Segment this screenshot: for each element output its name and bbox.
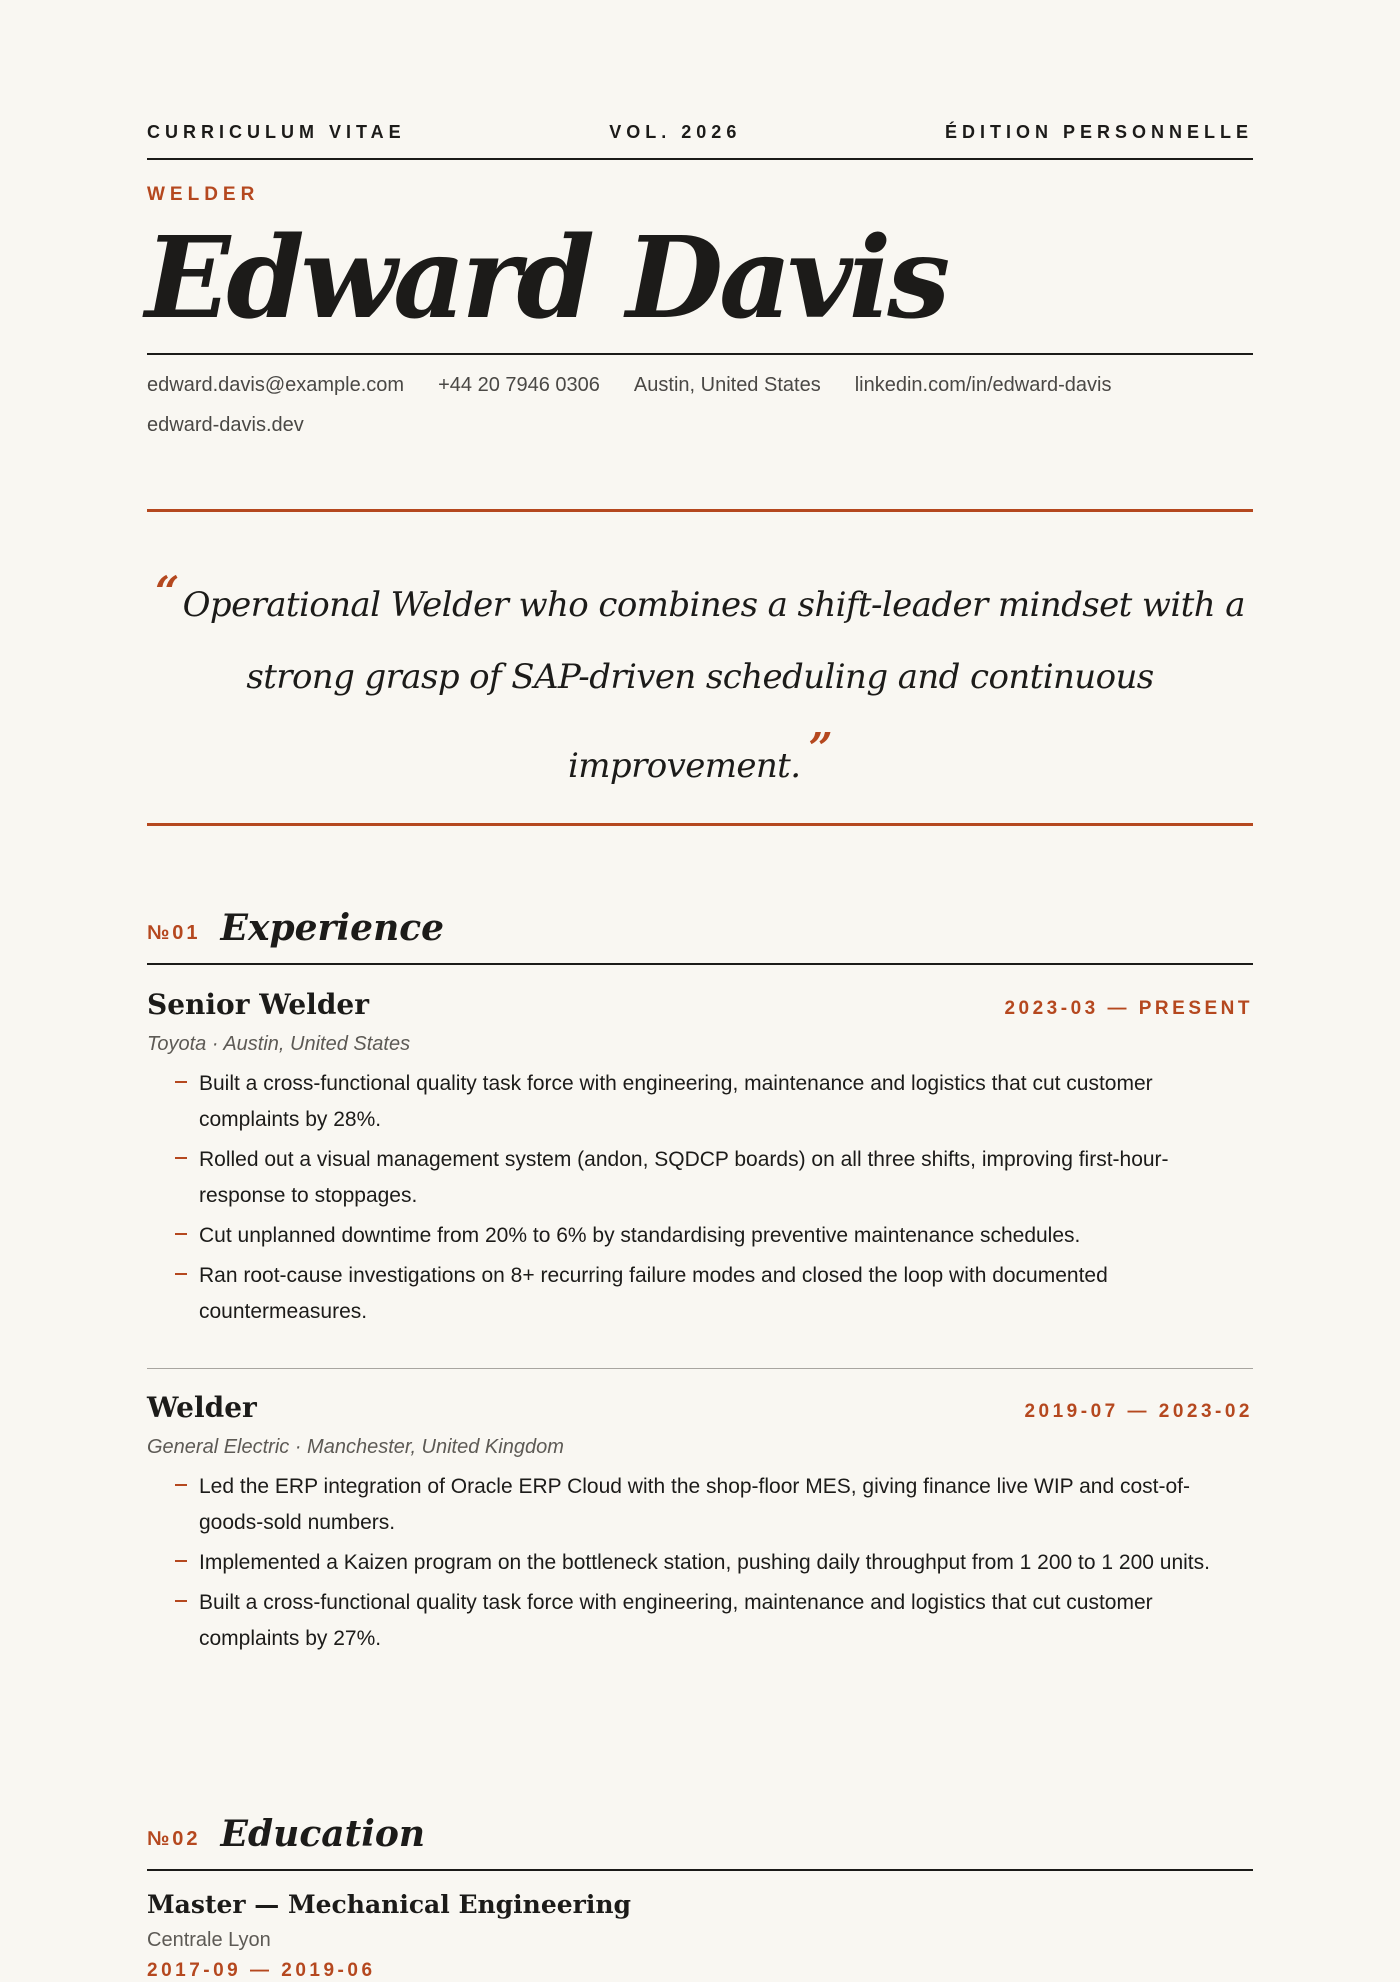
job-title: Welder [147,1391,257,1424]
achievement-item: Built a cross-functional quality task force with engineering, maintenance and logistics that cut customer complaints by 27%. [147,1585,1253,1657]
education-dates: 2017-09 — 2019-06 [147,1960,376,1981]
education-entry [147,1890,1253,1982]
experience-entry [147,988,1253,1334]
contact-list [147,370,1253,440]
candidate-name: Edward Davis [145,213,947,344]
section-number: №02 [147,1828,201,1850]
name-divider [147,353,1253,355]
experience-entry-header [147,1391,1253,1424]
summary-top-rule [147,509,1253,512]
achievement-item: Implemented a Kaizen program on the bottleneck station, pushing daily throughput from 1 200 to 1 200 units. [147,1545,1253,1581]
summary-bottom-rule [147,823,1253,826]
section-number: №01 [147,922,201,944]
school-name: Centrale Lyon [147,1929,271,1951]
job-employer: Toyota · Austin, United States [147,1033,411,1055]
masthead [147,122,1253,160]
masthead-left: CURRICULUM VITAE [147,122,406,142]
achievement-item: Rolled out a visual management system (andon, SQDCP boards) on all three shifts, improving first-hour-response to stoppages. [147,1142,1253,1214]
summary-quote [147,556,1253,802]
education-section-header [147,1811,1253,1871]
achievement-item: Led the ERP integration of Oracle ERP Cloud with the shop-floor MES, giving finance live WIP and cost-of-goods-sold numbers. [147,1469,1253,1541]
job-dates: 2019-07 — 2023-02 [1024,1401,1253,1422]
experience-entry [147,1391,1253,1661]
job-role: WELDER [147,184,260,205]
section-title: Education [220,1813,426,1855]
close-quote-icon: ” [808,724,833,773]
job-employer: General Electric · Manchester, United Kingdom [147,1436,564,1458]
achievement-item: Built a cross-functional quality task force with engineering, maintenance and logistics that cut customer complaints by 28%. [147,1066,1253,1138]
job-title: Senior Welder [147,988,369,1021]
job-achievements [147,1066,1253,1330]
masthead-right: ÉDITION PERSONNELLE [944,122,1253,142]
open-quote-icon: “ [155,567,179,616]
summary-text: Operational Welder who combines a shift-leader mindset with a strong grasp of SAP-driven scheduling and continuous improvement. [182,585,1245,786]
contact-location: Austin, United States [633,374,821,396]
achievement-item: Cut unplanned downtime from 20% to 6% by standardising preventive maintenance schedules. [147,1218,1253,1254]
achievement-item: Ran root-cause investigations on 8+ recurring failure modes and closed the loop with documented countermeasures. [147,1258,1253,1330]
contact-linkedin[interactable]: linkedin.com/in/edward-davis [854,374,1112,396]
section-title: Experience [220,907,445,949]
contact-email[interactable]: edward.davis@example.com [147,374,405,396]
entry-divider [147,1368,1253,1369]
degree-title: Master — Mechanical Engineering [147,1890,631,1919]
contact-website[interactable]: edward-davis.dev [147,414,304,436]
job-dates: 2023-03 — PRESENT [1004,998,1253,1019]
masthead-center: VOL. 2026 [609,122,742,142]
contact-phone[interactable]: +44 20 7946 0306 [438,374,600,396]
experience-entry-header [147,988,1253,1021]
experience-section-header [147,905,1253,965]
job-achievements [147,1469,1253,1657]
